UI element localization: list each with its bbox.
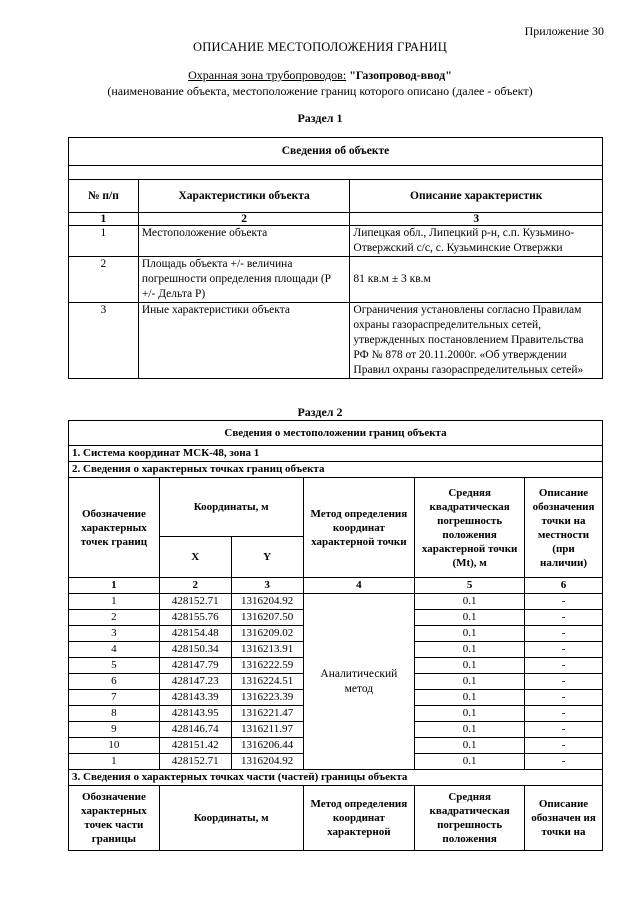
col-point-header: Обозначение характерных точек границ xyxy=(69,478,160,578)
row-desc: 81 кв.м ± 3 кв.м xyxy=(350,257,603,303)
document-title: ОПИСАНИЕ МЕСТОПОЛОЖЕНИЯ ГРАНИЦ xyxy=(193,40,447,54)
coord-y: 1316206.44 xyxy=(231,738,303,754)
object-info-table xyxy=(68,137,603,379)
spacer-row xyxy=(69,166,603,180)
col-index: 2 xyxy=(138,213,350,226)
coord-x: 428150.34 xyxy=(159,642,231,658)
col-index: 1 xyxy=(69,213,139,226)
section2-title: Раздел 2 xyxy=(297,405,343,419)
object-note: (наименование объекта, местоположение границ которого описано (далее - объект) xyxy=(107,84,533,98)
row-num: 3 xyxy=(69,303,139,379)
coord-y: 1316209.02 xyxy=(231,626,303,642)
point-number: 8 xyxy=(69,706,160,722)
col-y-header: Y xyxy=(231,537,303,578)
point-description: - xyxy=(525,738,603,754)
boundary-table xyxy=(68,420,603,851)
coord-y: 1316223.39 xyxy=(231,690,303,706)
point-description: - xyxy=(525,642,603,658)
table-row xyxy=(69,257,603,303)
point-description: - xyxy=(525,626,603,642)
table-row xyxy=(69,594,603,610)
row-char: Иные характеристики объекта xyxy=(138,303,350,379)
object-name: "Газопровод-ввод" xyxy=(349,68,452,82)
coord-y: 1316222.59 xyxy=(231,658,303,674)
point-description: - xyxy=(525,658,603,674)
point-description: - xyxy=(525,674,603,690)
coord-x: 428151.42 xyxy=(159,738,231,754)
parts-col-error-header: Средняя квадратическая погрешность положения xyxy=(415,786,525,851)
col-desc-header: Описание характеристик xyxy=(350,180,603,213)
point-error: 0.1 xyxy=(415,610,525,626)
row-char: Площадь объекта +/- величина погрешности определения площади (Р +/- Дельта Р) xyxy=(138,257,350,303)
table-row xyxy=(69,303,603,379)
point-number: 10 xyxy=(69,738,160,754)
point-description: - xyxy=(525,690,603,706)
coord-system: 1. Система координат МСК-48, зона 1 xyxy=(69,446,603,462)
point-description: - xyxy=(525,594,603,610)
section1-title: Раздел 1 xyxy=(297,111,343,125)
point-number: 2 xyxy=(69,610,160,626)
point-number: 7 xyxy=(69,690,160,706)
coord-x: 428143.39 xyxy=(159,690,231,706)
coord-y: 1316221.47 xyxy=(231,706,303,722)
coord-y: 1316204.92 xyxy=(231,594,303,610)
coord-x: 428143.95 xyxy=(159,706,231,722)
boundary-header: Сведения о местоположении границ объекта xyxy=(69,421,603,446)
point-error: 0.1 xyxy=(415,690,525,706)
point-number: 9 xyxy=(69,722,160,738)
parts-col-point-header: Обозначение характерных точек части границы xyxy=(69,786,160,851)
row-desc: Липецкая обл., Липецкий р-н, с.п. Кузьмино-Отвержский с/с, с. Кузьминские Отвержки xyxy=(350,226,603,257)
table-row xyxy=(69,226,603,257)
col-coords-header: Координаты, м xyxy=(159,478,303,537)
coord-y: 1316207.50 xyxy=(231,610,303,626)
point-description: - xyxy=(525,722,603,738)
col-index: 4 xyxy=(303,578,415,594)
point-number: 1 xyxy=(69,594,160,610)
row-desc: Ограничения установлены согласно Правилам охраны газораспределительных сетей, утвержденных постановлением Правительства РФ № 878 от 20.11.2000г. «Об утверждении Правил охраны газораспределительных сетей» xyxy=(350,303,603,379)
point-error: 0.1 xyxy=(415,738,525,754)
object-label: Охранная зона трубопроводов: xyxy=(188,68,347,82)
col-method-header: Метод определения координат характерной точки xyxy=(303,478,415,578)
point-error: 0.1 xyxy=(415,706,525,722)
point-description: - xyxy=(525,754,603,770)
point-description: - xyxy=(525,706,603,722)
appendix-label: Приложение 30 xyxy=(524,24,604,38)
coord-y: 1316213.91 xyxy=(231,642,303,658)
method-cell: Аналитический метод xyxy=(303,594,415,770)
coord-x: 428152.71 xyxy=(159,594,231,610)
row-num: 1 xyxy=(69,226,139,257)
col-index: 3 xyxy=(231,578,303,594)
coord-y: 1316224.51 xyxy=(231,674,303,690)
point-description: - xyxy=(525,610,603,626)
points-title: 2. Сведения о характерных точках границ объекта xyxy=(69,462,603,478)
point-error: 0.1 xyxy=(415,626,525,642)
col-index: 1 xyxy=(69,578,160,594)
col-index: 3 xyxy=(350,213,603,226)
point-error: 0.1 xyxy=(415,754,525,770)
coord-x: 428147.23 xyxy=(159,674,231,690)
col-num-header: № п/п xyxy=(69,180,139,213)
point-number: 1 xyxy=(69,754,160,770)
col-x-header: X xyxy=(159,537,231,578)
col-char-header: Характеристики объекта xyxy=(138,180,350,213)
coord-x: 428154.48 xyxy=(159,626,231,642)
point-number: 3 xyxy=(69,626,160,642)
parts-col-desc-header: Описание обозначен ия точки на xyxy=(525,786,603,851)
coord-y: 1316204.92 xyxy=(231,754,303,770)
parts-col-method-header: Метод определения координат характерной xyxy=(303,786,415,851)
row-char: Местоположение объекта xyxy=(138,226,350,257)
point-number: 4 xyxy=(69,642,160,658)
point-number: 6 xyxy=(69,674,160,690)
coord-x: 428152.71 xyxy=(159,754,231,770)
col-error-header: Средняя квадратическая погрешность положения характерной точки (Mt), м xyxy=(415,478,525,578)
point-error: 0.1 xyxy=(415,722,525,738)
coord-x: 428146.74 xyxy=(159,722,231,738)
coord-x: 428155.76 xyxy=(159,610,231,626)
point-error: 0.1 xyxy=(415,674,525,690)
point-number: 5 xyxy=(69,658,160,674)
col-index: 2 xyxy=(159,578,231,594)
coord-x: 428147.79 xyxy=(159,658,231,674)
point-error: 0.1 xyxy=(415,642,525,658)
row-num: 2 xyxy=(69,257,139,303)
col-desc-header: Описание обозначения точки на местности (при наличии) xyxy=(525,478,603,578)
coord-y: 1316211.97 xyxy=(231,722,303,738)
object-line xyxy=(0,68,640,83)
point-error: 0.1 xyxy=(415,594,525,610)
col-index: 5 xyxy=(415,578,525,594)
object-info-header: Сведения об объекте xyxy=(69,138,603,166)
parts-title: 3. Сведения о характерных точках части (частей) границы объекта xyxy=(69,770,603,786)
parts-col-coords-header: Координаты, м xyxy=(159,786,303,851)
col-index: 6 xyxy=(525,578,603,594)
point-error: 0.1 xyxy=(415,658,525,674)
